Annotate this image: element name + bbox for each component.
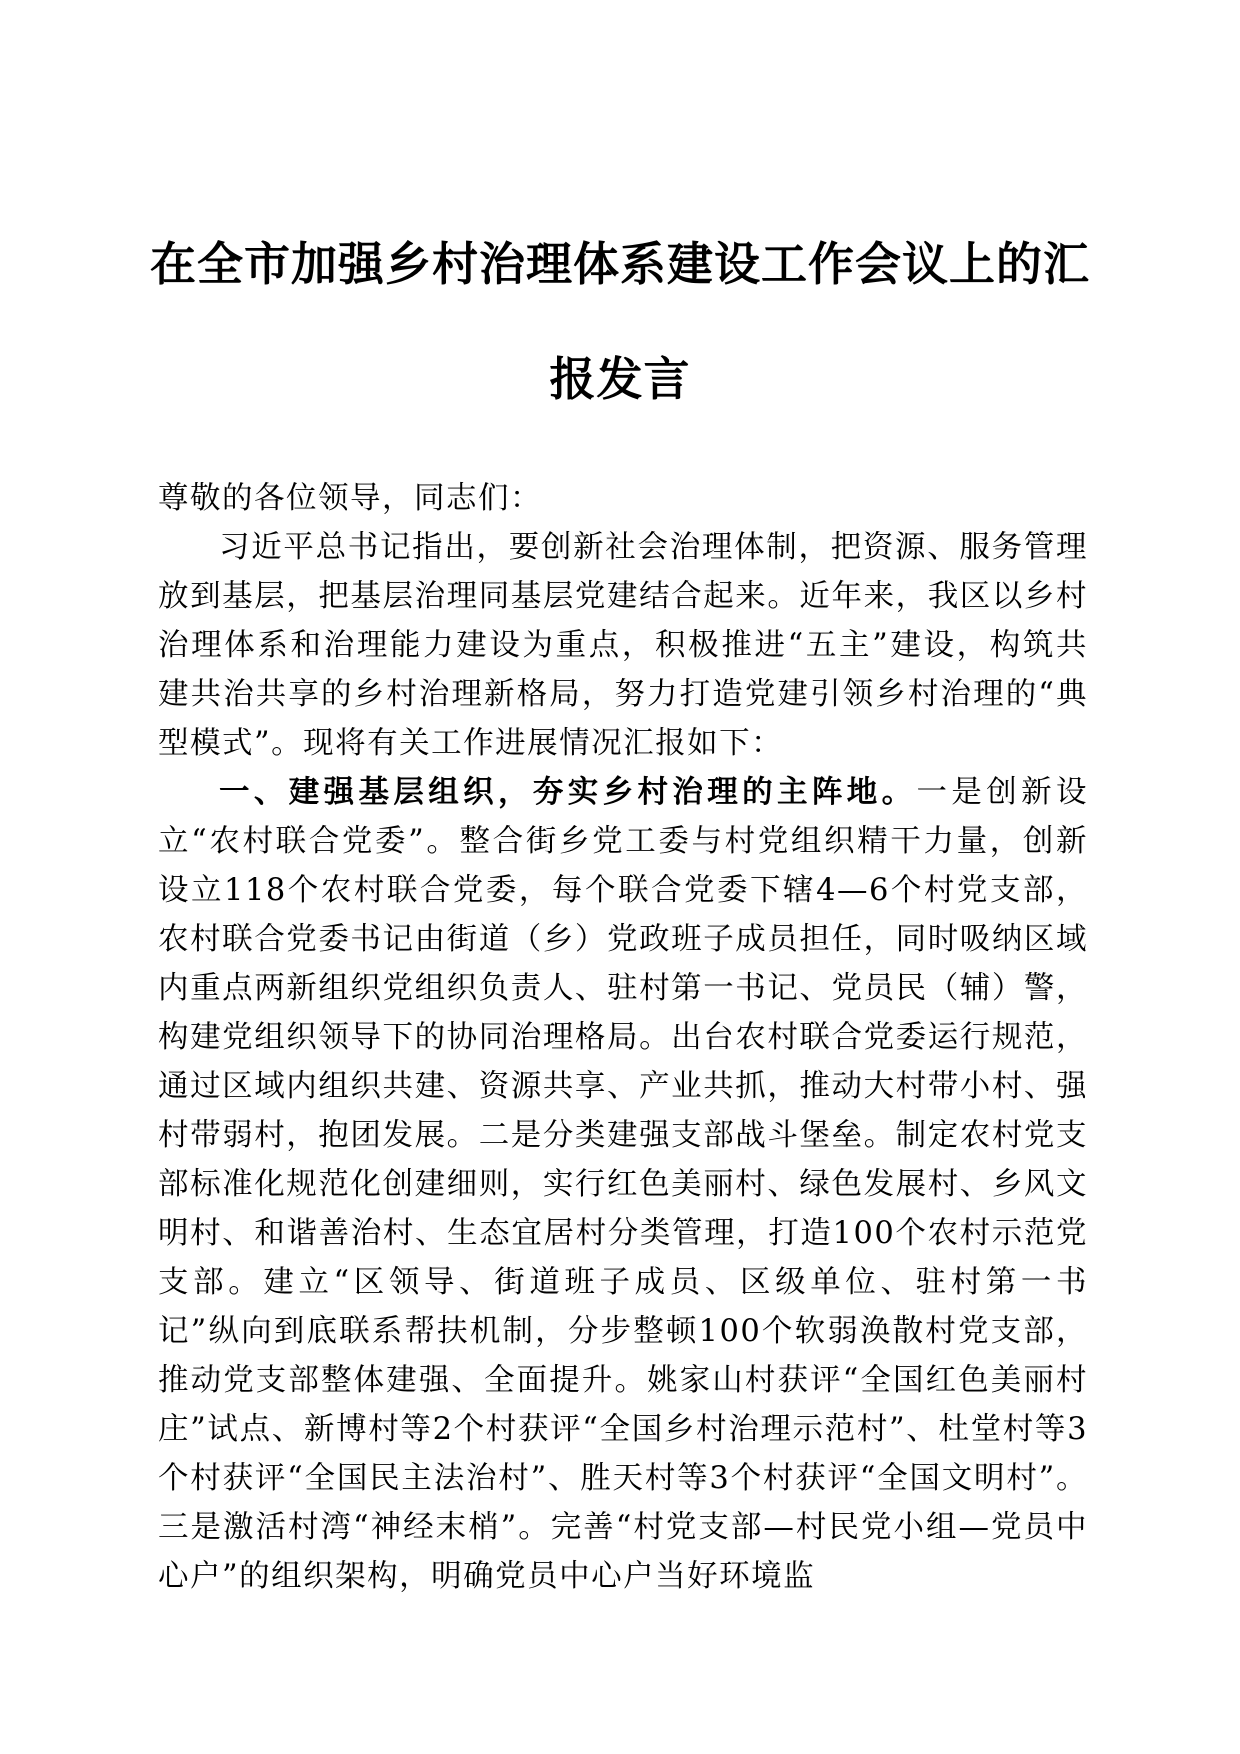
salutation: 尊敬的各位领导，同志们： <box>158 481 542 516</box>
section-1-heading: 一、建强基层组织，夯实乡村治理的主阵地。 <box>219 775 917 810</box>
document-body <box>158 474 1088 1601</box>
intro-paragraph: 习近平总书记指出，要创新社会治理体制，把资源、服务管理放到基层，把基层治理同基层党建结合起来。近年来，我区以乡村治理体系和治理能力建设为重点，积极推进“五主”建设，构筑共建共治共享的乡村治理新格局，努力打造党建引领乡村治理的“典型模式”。现将有关工作进展情况汇报如下： <box>158 530 1088 761</box>
section-1-body: 一是创新设立“农村联合党委”。整合街乡党工委与村党组织精干力量，创新设立118个农村联合党委，每个联合党委下辖4—6个村党支部，农村联合党委书记由街道（乡）党政班子成员担任，同时吸纳区域内重点两新组织党组织负责人、驻村第一书记、党员民（辅）警，构建党组织领导下的协同治理格局。出台农村联合党委运行规范，通过区域内组织共建、资源共享、产业共抓，推动大村带小村、强村带弱村，抱团发展。二是分类建强支部战斗堡垒。制定农村党支部标准化规范化创建细则，实行红色美丽村、绿色发展村、乡风文明村、和谐善治村、生态宜居村分类管理，打造100个农村示范党支部。建立“区领导、街道班子成员、区级单位、驻村第一书记”纵向到底联系帮扶机制，分步整顿100个软弱涣散村党支部，推动党支部整体建强、全面提升。姚家山村获评“全国红色美丽村庄”试点、新博村等2个村获评“全国乡村治理示范村”、杜堂村等3个村获评“全国民主法治村”、胜天村等3个村获评“全国文明村”。三是激活村湾“神经末梢”。完善“村党支部—村民党小组—党员中心户”的组织架构，明确党员中心户当好环境监 <box>158 775 1088 1594</box>
section-1-paragraph <box>158 768 1088 1601</box>
document-title-line-2: 报发言 <box>549 352 691 406</box>
document-title-line-1: 在全市加强乡村治理体系建设工作会议上的汇 <box>150 237 1090 291</box>
